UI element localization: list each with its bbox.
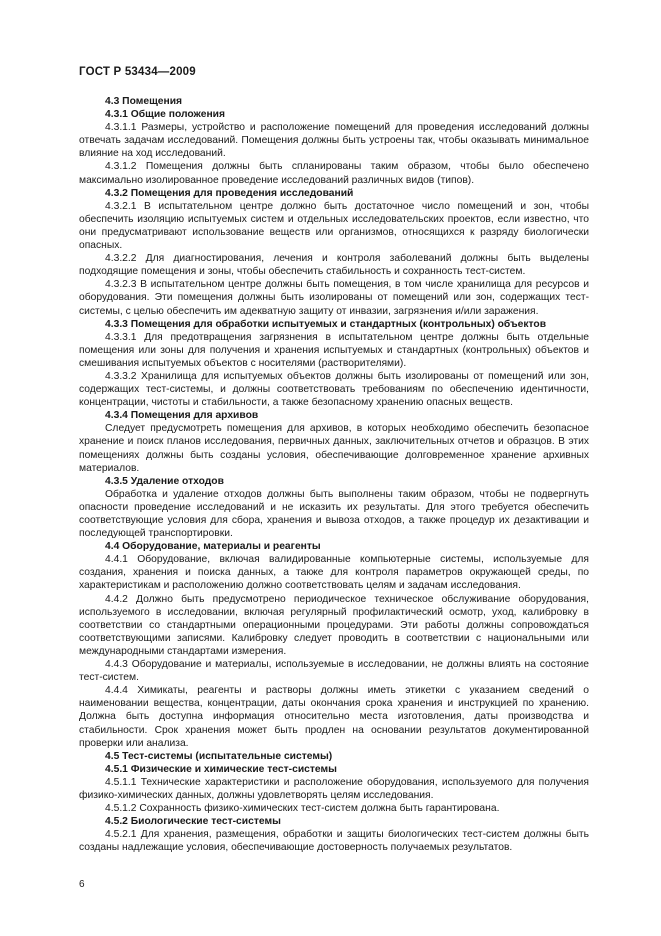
paragraph: 4.5.1.2 Сохранность физико-химических тест-систем должна быть гарантирована.: [105, 803, 500, 815]
paragraph: 4.3.2.3 В испытательном центре должны быть помещения, в том числе хранилища для ресурсов и оборудования. Эти помещения должны быть изолированы от помещений или зон, содержащих тест-системы, с целью обеспечить им адекватную защиту от инвазии, загрязнения и/или заражения.: [79, 279, 589, 317]
document-body: [79, 95, 589, 854]
paragraph: 4.3.3.2 Хранилища для испытуемых объектов должны быть изолированы от помещений или зон, содержащих тест-системы, и должны соответствовать требованиям по обеспечению идентичности, концентрации, чистоты и стабильности, а также безопасному хранению опасных веществ.: [79, 370, 589, 409]
paragraph: 4.3.2.1 В испытательном центре должно быть достаточное число помещений и зон, чтобы обеспечить изоляцию испытуемых систем и отдельных исследовательских проектов, если известно, что они предусматривают использование веществ или организмов, относящихся к разряду биологически опасных.: [79, 200, 589, 252]
paragraph: 4.4.4 Химикаты, реагенты и растворы должны иметь этикетки с указанием сведений о наименовании вещества, концентрации, даты окончания срока хранения и инструкцией по хранению. Должна быть доступна информация относительно места изготовления, даты производства и стабильности. Срок хранения может быть продлен на основании результатов документированной проверки или анализа.: [79, 685, 589, 749]
paragraph: 4.5.2.1 Для хранения, размещения, обработки и защиты биологических тест-систем должны быть созданы надлежащие условия, обеспечивающие достоверность получаемых результатов.: [79, 829, 589, 854]
document-header: ГОСТ Р 53434—2009: [79, 66, 196, 78]
paragraph: 4.3.1.1 Размеры, устройство и расположение помещений для проведения исследований должны отвечать задачам исследований. Помещения должны быть устроены так, чтобы оказывать минимальное влияние на ход исследований.: [79, 122, 589, 160]
paragraph: 4.4.2 Должно быть предусмотрено периодическое техническое обслуживание оборудования, используемого в исследовании, включая регулярный профилактический осмотр, уход, калибровку в соответствии со стандартными операционными процедурами. Эти работы должны сопровождаться соответствующими записями. Калибровку следует проводить в соответствии с национальными или международными стандартами измерения.: [79, 593, 589, 657]
section-heading: 4.3.5 Удаление отходов: [105, 475, 224, 487]
paragraph: Обработка и удаление отходов должны быть выполнены таким образом, чтобы не подвергнуть опасности проведение исследований и не исказить их результаты. Для этого требуется обеспечить соответствующие условия для сбора, хранения и вывоза отходов, а также процедур их дезактивации и последующей транспортировки.: [79, 488, 589, 540]
paragraph: 4.4.1 Оборудование, включая валидированные компьютерные системы, используемые для создания, хранения и поиска данных, а также для контроля параметров окружающей среды, по характеристикам и расположению должно соответствовать целям и задачам исследования.: [79, 554, 589, 592]
section-heading: 4.3.4 Помещения для архивов: [105, 410, 259, 422]
paragraph: 4.3.2.2 Для диагностирования, лечения и контроля заболеваний должны быть выделены подходящие помещения и зоны, чтобы обеспечить стабильность и сохранность тест-систем.: [79, 253, 589, 278]
paragraph: Следует предусмотреть помещения для архивов, в которых необходимо обеспечить безопасное хранение и поиск планов исследования, первичных данных, заключительных отчетов и образцов. В этих помещениях должны быть созданы условия, обеспечивающие долговременное хранение архивных материалов.: [79, 423, 589, 474]
section-heading: 4.3.3 Помещения для обработки испытуемых и стандартных (контрольных) объектов: [105, 318, 547, 330]
page-number: 6: [79, 879, 85, 890]
section-heading: 4.4 Оборудование, материалы и реагенты: [105, 541, 321, 553]
paragraph: 4.3.3.1 Для предотвращения загрязнения в испытательном центре должны быть отдельные помещения или зоны для получения и хранения испытуемых и стандартных (контрольных) объектов и смешивания испытуемых объектов с носителями (растворителями).: [79, 331, 589, 369]
section-heading: 4.3.1 Общие положения: [105, 109, 225, 121]
section-heading: 4.3.2 Помещения для проведения исследований: [105, 187, 354, 199]
section-heading: 4.3 Помещения: [105, 96, 183, 107]
section-heading: 4.5.2 Биологические тест-системы: [105, 816, 281, 828]
paragraph: 4.3.1.2 Помещения должны быть спланированы таким образом, чтобы было обеспечено максимально изолированное проведение исследований различных видов (типов).: [79, 161, 589, 186]
paragraph: 4.4.3 Оборудование и материалы, используемые в исследовании, не должны влиять на состояние тест-систем.: [79, 659, 589, 684]
paragraph: 4.5.1.1 Технические характеристики и расположение оборудования, используемого для получения физико-химических данных, должны удовлетворять целям исследования.: [79, 776, 589, 801]
section-heading: 4.5 Тест-системы (испытательные системы): [105, 750, 333, 762]
section-heading: 4.5.1 Физические и химические тест-системы: [105, 763, 337, 775]
